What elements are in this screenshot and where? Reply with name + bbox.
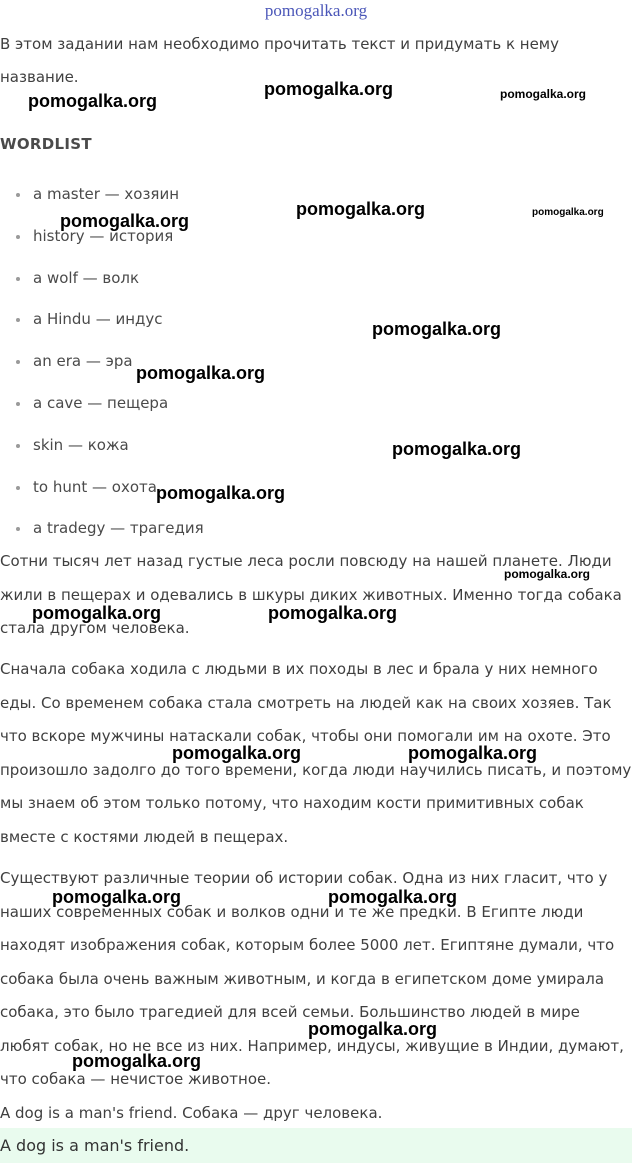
watermark: pomogalka.org [156,483,286,503]
bullet-icon [16,486,20,490]
answer-box [0,1128,632,1163]
watermark: pomogalka.org [500,87,587,101]
wordlist-item-text: a master — хозяин [33,185,180,203]
wordlist-item [0,174,204,216]
bullet-icon [16,277,20,281]
wordlist-item-text: a Hindu — индус [33,310,163,329]
wordlist-item-text: a tradegy — трагедия [33,519,204,538]
wordlist-item [0,383,204,425]
wordlist-item-text: skin — кожа [33,435,129,454]
wordlist-item [0,299,204,341]
bullet-icon [16,235,20,239]
watermark: pomogalka.org [264,79,394,99]
watermark: pomogalka.org [372,319,502,339]
wordlist-item [0,508,204,550]
watermark: pomogalka.org [172,743,302,763]
watermark: pomogalka.org [296,199,426,219]
paragraph: Сначала собака ходила с людьми в их походы в лес и брала у них немного еды. Со временем собака стала смотреть на людей как на своих хозяев. Так что вскоре мужчины натаскали собак, чтобы они помогали им на охоте. Это произошло задолго до того времени, когда люди научились писать, и поэтому мы знаем об этом только потому, что находим кости примитивных собак вместе с костями людей в пещерах. [0,660,632,846]
watermark: pomogalka.org [408,743,538,763]
watermark: pomogalka.org [32,603,162,623]
watermark: pomogalka.org [72,1051,202,1071]
watermark: pomogalka.org [328,887,458,907]
bullet-icon [16,444,20,448]
wordlist-heading: WORDLIST [0,135,92,153]
bullet-icon [16,527,20,531]
paragraph: Сотни тысяч лет назад густые леса росли повсюду на нашей планете. Люди жили в пещерах и одевались в шкуры диких животных. Именно тогда собака стала другом человека. [0,552,622,637]
watermark: pomogalka.org [308,1019,438,1039]
paragraph: Существуют различные теории об истории собак. Одна из них гласит, что у наших современных собак и волков одни и те же предки. В Египте люди находят изображения собак, которым более 5000 лет. Египтяне думали, что собака была очень важным животным, и когда в египетском доме умирала собака, это было трагедией для всей семьи. Большинство людей в мире любят собак, но не все из них. Например, индусы, живущие в Индии, думают, что собака — нечистое животное. [0,869,624,1088]
watermark: pomogalka.org [268,603,398,623]
watermark: pomogalka.org [60,211,190,231]
site-link[interactable]: pomogalka.org [264,1,368,20]
closing-line: A dog is a man's friend. Собака — друг человека. [0,1104,383,1122]
wordlist-item [0,258,204,300]
bullet-icon [16,193,20,197]
bullet-icon [16,402,20,406]
watermark: pomogalka.org [392,439,522,459]
watermark: pomogalka.org [28,91,158,111]
wordlist-item-text: to hunt — охота [33,477,157,496]
watermark: pomogalka.org [52,887,182,907]
watermark: pomogalka.org [504,567,591,581]
wordlist-item-text: a cave — пещера [33,393,169,412]
wordlist-item [0,425,204,467]
wordlist-item-text: an era — эра [33,352,133,371]
watermark: pomogalka.org [136,363,266,383]
bullet-icon [16,360,20,364]
wordlist-item-text: history — история [33,226,174,245]
watermark: pomogalka.org [532,207,604,218]
answer-text: A dog is a man's friend. [0,1136,190,1155]
intro-text: В этом задании нам необходимо прочитать текст и придумать к нему название. [0,35,559,86]
bullet-icon [16,318,20,322]
wordlist-item-text: a wolf — волк [33,268,140,287]
